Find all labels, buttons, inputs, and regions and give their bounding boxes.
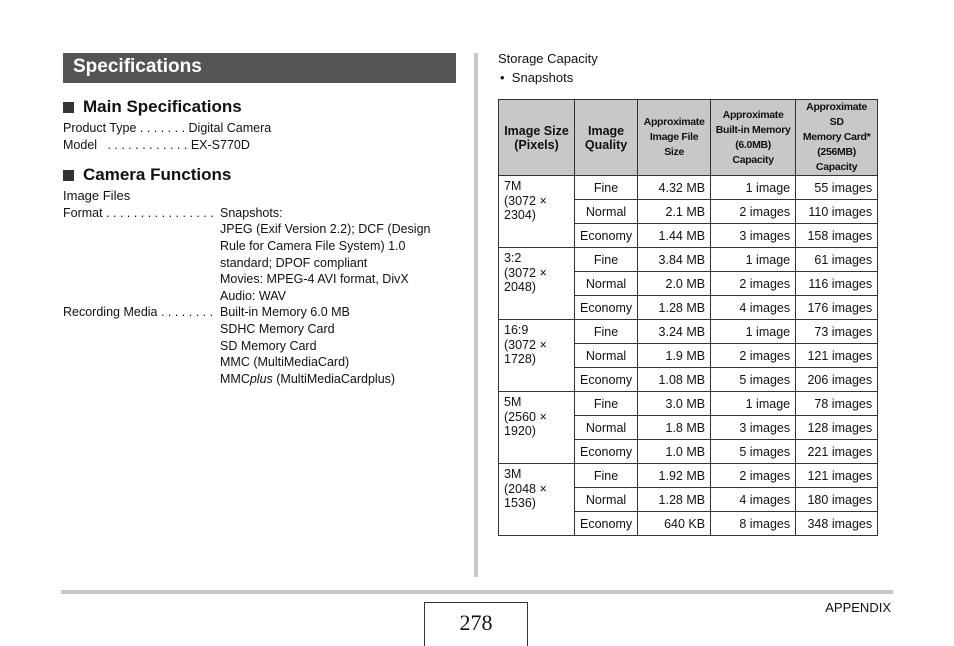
cell-card-capacity: 121 images bbox=[796, 464, 878, 488]
storage-capacity-table bbox=[498, 99, 878, 536]
table-row bbox=[499, 392, 878, 416]
cell-image-size bbox=[499, 320, 575, 392]
table-header-row bbox=[499, 100, 878, 176]
cell-quality: Normal bbox=[575, 488, 638, 512]
cell-card-capacity: 110 images bbox=[796, 200, 878, 224]
cell-card-capacity: 55 images bbox=[796, 176, 878, 200]
header-builtin-capacity: Approximate Built-in Memory (6.0MB) Capacity bbox=[711, 100, 796, 176]
cell-file-size: 3.24 MB bbox=[638, 320, 711, 344]
spec-format-value: Rule for Camera File System) 1.0 bbox=[220, 238, 406, 253]
cell-file-size: 1.92 MB bbox=[638, 464, 711, 488]
square-bullet-icon bbox=[63, 170, 74, 181]
snapshots-bullet bbox=[498, 68, 892, 87]
image-size-line: (3072 × bbox=[504, 337, 547, 352]
cell-card-capacity: 73 images bbox=[796, 320, 878, 344]
cell-builtin-capacity: 2 images bbox=[711, 200, 796, 224]
header-image-size: Image Size (Pixels) bbox=[499, 100, 575, 176]
spec-format-value: JPEG (Exif Version 2.2); DCF (Design bbox=[220, 222, 431, 237]
image-size-line: (2560 × bbox=[504, 409, 547, 424]
cell-quality: Fine bbox=[575, 392, 638, 416]
table-row bbox=[499, 464, 878, 488]
cell-file-size: 1.08 MB bbox=[638, 368, 711, 392]
cell-quality: Economy bbox=[575, 224, 638, 248]
cell-builtin-capacity: 2 images bbox=[711, 344, 796, 368]
left-column bbox=[63, 53, 456, 387]
spec-format-value: Movies: MPEG-4 AVI format, DivX bbox=[220, 272, 409, 287]
mmcplus-italic: plus bbox=[249, 371, 273, 386]
cell-quality: Fine bbox=[575, 248, 638, 272]
image-size-line: 7M bbox=[504, 179, 522, 193]
header-card-capacity: Approximate SD Memory Card* (256MB) Capacity bbox=[796, 100, 878, 176]
cell-card-capacity: 128 images bbox=[796, 416, 878, 440]
table-row bbox=[499, 248, 878, 272]
cell-card-capacity: 116 images bbox=[796, 272, 878, 296]
cell-card-capacity: 348 images bbox=[796, 512, 878, 536]
spec-product-type: Product Type . . . . . . . Digital Camera bbox=[63, 121, 272, 135]
cell-file-size: 1.28 MB bbox=[638, 296, 711, 320]
camera-functions-heading bbox=[63, 164, 456, 186]
image-size-line: 1728) bbox=[504, 352, 536, 366]
page-title-banner: Specifications bbox=[63, 53, 456, 83]
cell-quality: Economy bbox=[575, 512, 638, 536]
main-specs-heading-text: Main Specifications bbox=[83, 97, 242, 116]
cell-card-capacity: 221 images bbox=[796, 440, 878, 464]
cell-quality: Normal bbox=[575, 200, 638, 224]
cell-quality: Fine bbox=[575, 464, 638, 488]
image-size-line: 16:9 bbox=[504, 323, 529, 337]
image-size-line: 1536) bbox=[504, 496, 536, 510]
image-size-line: 5M bbox=[504, 395, 522, 409]
cell-quality: Normal bbox=[575, 272, 638, 296]
cell-card-capacity: 176 images bbox=[796, 296, 878, 320]
spec-recording-value: SDHC Memory Card bbox=[220, 321, 335, 336]
right-column bbox=[498, 49, 892, 87]
cell-file-size: 640 KB bbox=[638, 512, 711, 536]
cell-file-size: 3.84 MB bbox=[638, 248, 711, 272]
cell-image-size bbox=[499, 464, 575, 536]
table-row bbox=[499, 320, 878, 344]
cell-builtin-capacity: 3 images bbox=[711, 416, 796, 440]
spec-format-value: Audio: WAV bbox=[220, 288, 286, 303]
spec-format-value: Snapshots: bbox=[220, 205, 283, 220]
cell-builtin-capacity: 5 images bbox=[711, 368, 796, 392]
cell-card-capacity: 180 images bbox=[796, 488, 878, 512]
cell-image-size bbox=[499, 176, 575, 248]
mmcplus-suffix: (MultiMediaCardplus) bbox=[272, 371, 396, 386]
cell-file-size: 1.44 MB bbox=[638, 224, 711, 248]
page-number: 278 bbox=[424, 602, 528, 646]
cell-file-size: 1.28 MB bbox=[638, 488, 711, 512]
cell-file-size: 4.32 MB bbox=[638, 176, 711, 200]
square-bullet-icon bbox=[63, 102, 74, 113]
snapshots-bullet-text: Snapshots bbox=[511, 70, 574, 85]
spec-recording-values bbox=[220, 304, 456, 387]
cell-builtin-capacity: 2 images bbox=[711, 464, 796, 488]
image-size-line: 2304) bbox=[504, 208, 536, 222]
cell-file-size: 1.8 MB bbox=[638, 416, 711, 440]
cell-quality: Normal bbox=[575, 344, 638, 368]
camera-functions-heading-text: Camera Functions bbox=[83, 165, 232, 185]
spec-recording-value: MMC (MultiMediaCard) bbox=[220, 355, 350, 370]
spec-model: Model . . . . . . . . . . . . EX-S770D bbox=[63, 137, 250, 152]
spec-recording-value-mmcplus bbox=[220, 371, 456, 388]
cell-card-capacity: 121 images bbox=[796, 344, 878, 368]
cell-image-size bbox=[499, 392, 575, 464]
cell-card-capacity: 78 images bbox=[796, 392, 878, 416]
image-size-line: 1920) bbox=[504, 424, 536, 438]
column-divider bbox=[474, 53, 478, 577]
main-specs-heading bbox=[63, 96, 456, 118]
header-file-size: Approximate Image File Size bbox=[638, 100, 711, 176]
cell-file-size: 3.0 MB bbox=[638, 392, 711, 416]
spec-recording-key: Recording Media . . . . . . . . bbox=[63, 305, 214, 320]
cell-builtin-capacity: 1 image bbox=[711, 392, 796, 416]
cell-card-capacity: 158 images bbox=[796, 224, 878, 248]
cell-file-size: 1.0 MB bbox=[638, 440, 711, 464]
section-label: APPENDIX bbox=[825, 600, 891, 615]
cell-card-capacity: 61 images bbox=[796, 248, 878, 272]
cell-quality: Fine bbox=[575, 320, 638, 344]
cell-quality: Normal bbox=[575, 416, 638, 440]
cell-builtin-capacity: 2 images bbox=[711, 272, 796, 296]
cell-builtin-capacity: 8 images bbox=[711, 512, 796, 536]
cell-quality: Economy bbox=[575, 296, 638, 320]
cell-builtin-capacity: 5 images bbox=[711, 440, 796, 464]
spec-recording-value: Built-in Memory 6.0 MB bbox=[220, 305, 350, 320]
cell-image-size bbox=[499, 248, 575, 320]
image-size-line: (3072 × bbox=[504, 193, 547, 208]
cell-builtin-capacity: 1 image bbox=[711, 248, 796, 272]
spec-recording-media bbox=[63, 304, 456, 387]
mmcplus-prefix: MMC bbox=[220, 371, 250, 386]
image-size-line: 3M bbox=[504, 467, 522, 481]
cell-card-capacity: 206 images bbox=[796, 368, 878, 392]
image-size-line: (3072 × bbox=[504, 265, 547, 280]
table-body bbox=[499, 176, 878, 536]
cell-builtin-capacity: 1 image bbox=[711, 176, 796, 200]
cell-file-size: 2.1 MB bbox=[638, 200, 711, 224]
image-size-line: 3:2 bbox=[504, 251, 522, 265]
footer-divider bbox=[61, 590, 893, 594]
cell-file-size: 1.9 MB bbox=[638, 344, 711, 368]
cell-builtin-capacity: 3 images bbox=[711, 224, 796, 248]
image-size-line: (2048 × bbox=[504, 481, 547, 496]
cell-quality: Fine bbox=[575, 176, 638, 200]
cell-file-size: 2.0 MB bbox=[638, 272, 711, 296]
spec-format-key: Format . . . . . . . . . . . . . . . . bbox=[63, 205, 214, 220]
spec-recording-value: SD Memory Card bbox=[220, 338, 317, 353]
header-image-quality: Image Quality bbox=[575, 100, 638, 176]
spec-format bbox=[63, 205, 456, 305]
table-row bbox=[499, 176, 878, 200]
cell-builtin-capacity: 1 image bbox=[711, 320, 796, 344]
storage-capacity-title: Storage Capacity bbox=[498, 51, 598, 66]
spec-format-values bbox=[220, 205, 456, 305]
bullet-dot-icon: • bbox=[500, 70, 505, 85]
image-size-line: 2048) bbox=[504, 280, 536, 294]
cell-builtin-capacity: 4 images bbox=[711, 296, 796, 320]
image-files-subheading: Image Files bbox=[63, 188, 131, 204]
cell-quality: Economy bbox=[575, 368, 638, 392]
cell-quality: Economy bbox=[575, 440, 638, 464]
cell-builtin-capacity: 4 images bbox=[711, 488, 796, 512]
spec-format-value: standard; DPOF compliant bbox=[220, 255, 368, 270]
